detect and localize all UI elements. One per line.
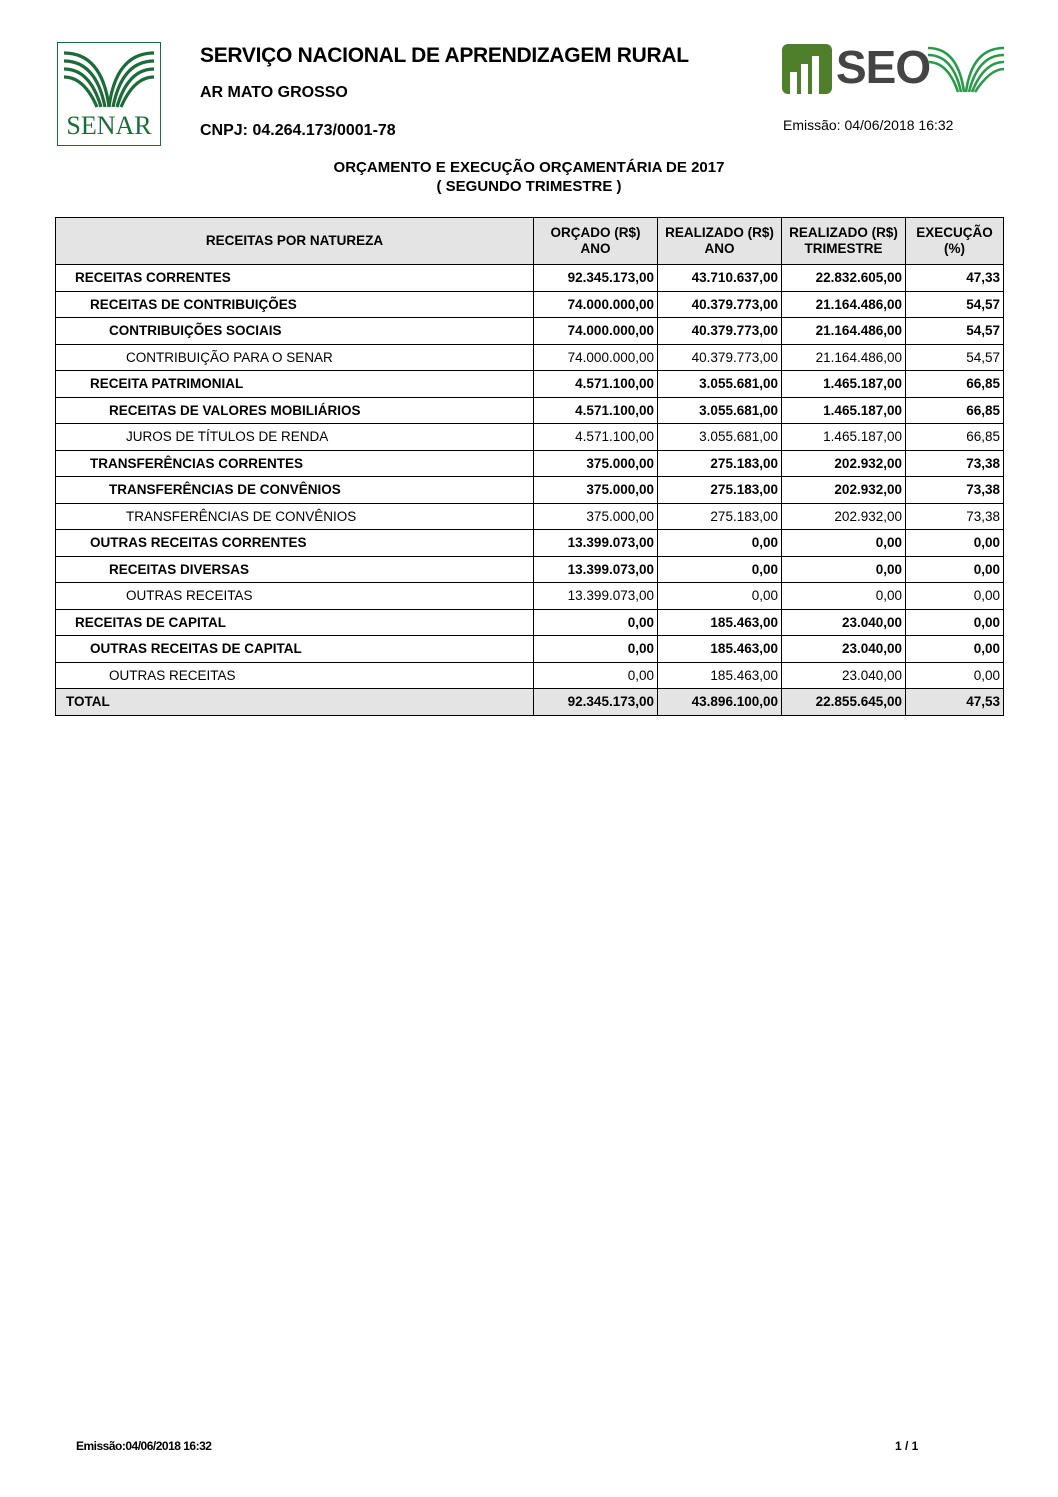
row-label: TRANSFERÊNCIAS DE CONVÊNIOS: [56, 503, 534, 530]
execucao-cell: 66,85: [906, 371, 1004, 398]
orcado-cell: 4.571.100,00: [534, 371, 658, 398]
row-label: JUROS DE TÍTULOS DE RENDA: [56, 424, 534, 451]
orcado-cell: 74.000.000,00: [534, 344, 658, 371]
table-row: [56, 318, 1004, 345]
realizado-trimestre-cell: 0,00: [782, 530, 906, 557]
total-orcado-cell: 92.345.173,00: [534, 689, 658, 716]
row-label: RECEITAS DE CONTRIBUIÇÕES: [56, 291, 534, 318]
realizado-trimestre-cell: 1.465.187,00: [782, 371, 906, 398]
row-label: CONTRIBUIÇÃO PARA O SENAR: [56, 344, 534, 371]
realizado-ano-cell: 275.183,00: [658, 503, 782, 530]
total-label: TOTAL: [56, 689, 534, 716]
budget-table: [55, 217, 1004, 716]
execucao-cell: 0,00: [906, 556, 1004, 583]
orcado-cell: 0,00: [534, 662, 658, 689]
realizado-ano-cell: 40.379.773,00: [658, 318, 782, 345]
seo-chart-icon: [782, 44, 832, 94]
realizado-ano-cell: 0,00: [658, 530, 782, 557]
orcado-cell: 74.000.000,00: [534, 291, 658, 318]
orcado-cell: 74.000.000,00: [534, 318, 658, 345]
col-header-label: ORÇADO (R$): [550, 225, 641, 240]
realizado-ano-cell: 43.710.637,00: [658, 265, 782, 292]
orcado-cell: 0,00: [534, 636, 658, 663]
orcado-cell: 13.399.073,00: [534, 583, 658, 610]
execucao-cell: 73,38: [906, 503, 1004, 530]
col-header-sublabel: ANO: [580, 241, 611, 256]
realizado-ano-cell: 185.463,00: [658, 609, 782, 636]
footer-emission-date: Emissão:04/06/2018 16:32: [76, 1439, 212, 1453]
realizado-trimestre-cell: 23.040,00: [782, 636, 906, 663]
execucao-cell: 47,33: [906, 265, 1004, 292]
realizado-trimestre-cell: 0,00: [782, 556, 906, 583]
total-row: [56, 689, 1004, 716]
col-header-label: REALIZADO (R$): [665, 225, 774, 240]
table-row: [56, 450, 1004, 477]
col-header-realizado-ano: [658, 218, 782, 265]
row-label: OUTRAS RECEITAS: [56, 583, 534, 610]
orcado-cell: 4.571.100,00: [534, 424, 658, 451]
execucao-cell: 73,38: [906, 450, 1004, 477]
col-header-sublabel: (%): [944, 241, 965, 256]
realizado-trimestre-cell: 202.932,00: [782, 477, 906, 504]
execucao-cell: 73,38: [906, 477, 1004, 504]
table-row: [56, 503, 1004, 530]
realizado-ano-cell: 3.055.681,00: [658, 424, 782, 451]
realizado-trimestre-cell: 202.932,00: [782, 450, 906, 477]
report-title-line1: ORÇAMENTO E EXECUÇÃO ORÇAMENTÁRIA DE 2017: [333, 159, 725, 176]
realizado-ano-cell: 185.463,00: [658, 662, 782, 689]
execucao-cell: 0,00: [906, 609, 1004, 636]
seo-logo-text: SEO: [836, 41, 931, 93]
table-header-row: [56, 218, 1004, 265]
org-cnpj: CNPJ: 04.264.173/0001-78: [200, 122, 396, 139]
execucao-cell: 0,00: [906, 530, 1004, 557]
table-row: [56, 556, 1004, 583]
realizado-ano-cell: 3.055.681,00: [658, 397, 782, 424]
orcado-cell: 92.345.173,00: [534, 265, 658, 292]
realizado-trimestre-cell: 1.465.187,00: [782, 397, 906, 424]
row-label: RECEITAS DIVERSAS: [56, 556, 534, 583]
seo-wheat-icon: [928, 44, 1004, 96]
execucao-cell: 54,57: [906, 318, 1004, 345]
realizado-ano-cell: 0,00: [658, 583, 782, 610]
col-header-realizado-trimestre: [782, 218, 906, 265]
table-row: [56, 291, 1004, 318]
col-header-label: EXECUÇÃO: [916, 225, 993, 240]
orcado-cell: 375.000,00: [534, 503, 658, 530]
execucao-cell: 54,57: [906, 344, 1004, 371]
col-header-orcado: [534, 218, 658, 265]
row-label: TRANSFERÊNCIAS CORRENTES: [56, 450, 534, 477]
total-realizado-ano-cell: 43.896.100,00: [658, 689, 782, 716]
execucao-cell: 54,57: [906, 291, 1004, 318]
table-row: [56, 662, 1004, 689]
org-name: SERVIÇO NACIONAL DE APRENDIZAGEM RURAL: [200, 44, 689, 67]
senar-wheat-icon: [62, 47, 156, 113]
report-title-line2: ( SEGUNDO TRIMESTRE ): [436, 178, 622, 195]
realizado-ano-cell: 40.379.773,00: [658, 344, 782, 371]
realizado-trimestre-cell: 23.040,00: [782, 662, 906, 689]
orcado-cell: 4.571.100,00: [534, 397, 658, 424]
col-header-natureza: [56, 218, 534, 265]
total-realizado-trimestre-cell: 22.855.645,00: [782, 689, 906, 716]
realizado-ano-cell: 3.055.681,00: [658, 371, 782, 398]
table-row: [56, 424, 1004, 451]
page-number: 1 / 1: [895, 1439, 919, 1453]
orcado-cell: 0,00: [534, 609, 658, 636]
orcado-cell: 13.399.073,00: [534, 556, 658, 583]
table-row: [56, 397, 1004, 424]
table-row: [56, 530, 1004, 557]
realizado-ano-cell: 40.379.773,00: [658, 291, 782, 318]
col-header-execucao: [906, 218, 1004, 265]
realizado-ano-cell: 275.183,00: [658, 450, 782, 477]
realizado-trimestre-cell: 0,00: [782, 583, 906, 610]
row-label: OUTRAS RECEITAS DE CAPITAL: [56, 636, 534, 663]
row-label: OUTRAS RECEITAS: [56, 662, 534, 689]
execucao-cell: 0,00: [906, 636, 1004, 663]
row-label: OUTRAS RECEITAS CORRENTES: [56, 530, 534, 557]
col-header-sublabel: ANO: [704, 241, 735, 256]
realizado-trimestre-cell: 1.465.187,00: [782, 424, 906, 451]
realizado-ano-cell: 0,00: [658, 556, 782, 583]
orcado-cell: 13.399.073,00: [534, 530, 658, 557]
org-unit: AR MATO GROSSO: [200, 84, 348, 101]
row-label: RECEITAS CORRENTES: [56, 265, 534, 292]
total-execucao-cell: 47,53: [906, 689, 1004, 716]
realizado-trimestre-cell: 202.932,00: [782, 503, 906, 530]
senar-logo-text: SENAR: [66, 111, 152, 140]
row-label: RECEITA PATRIMONIAL: [56, 371, 534, 398]
execucao-cell: 0,00: [906, 662, 1004, 689]
orcado-cell: 375.000,00: [534, 450, 658, 477]
execucao-cell: 0,00: [906, 583, 1004, 610]
seo-logo: [782, 41, 1004, 96]
table-row: [56, 583, 1004, 610]
realizado-ano-cell: 185.463,00: [658, 636, 782, 663]
col-header-sublabel: TRIMESTRE: [804, 241, 883, 256]
realizado-trimestre-cell: 21.164.486,00: [782, 318, 906, 345]
emission-date: Emissão: 04/06/2018 16:32: [783, 117, 954, 133]
table-row: [56, 477, 1004, 504]
report-title: [0, 158, 1058, 196]
realizado-ano-cell: 275.183,00: [658, 477, 782, 504]
execucao-cell: 66,85: [906, 424, 1004, 451]
table-row: [56, 609, 1004, 636]
realizado-trimestre-cell: 21.164.486,00: [782, 344, 906, 371]
table-row: [56, 636, 1004, 663]
table-row: [56, 344, 1004, 371]
senar-logo: [57, 42, 161, 146]
row-label: TRANSFERÊNCIAS DE CONVÊNIOS: [56, 477, 534, 504]
table-row: [56, 371, 1004, 398]
table-row: [56, 265, 1004, 292]
realizado-trimestre-cell: 22.832.605,00: [782, 265, 906, 292]
row-label: CONTRIBUIÇÕES SOCIAIS: [56, 318, 534, 345]
col-header-label: RECEITAS POR NATUREZA: [205, 233, 384, 248]
row-label: RECEITAS DE CAPITAL: [56, 609, 534, 636]
orcado-cell: 375.000,00: [534, 477, 658, 504]
col-header-label: REALIZADO (R$): [789, 225, 898, 240]
row-label: RECEITAS DE VALORES MOBILIÁRIOS: [56, 397, 534, 424]
realizado-trimestre-cell: 21.164.486,00: [782, 291, 906, 318]
realizado-trimestre-cell: 23.040,00: [782, 609, 906, 636]
execucao-cell: 66,85: [906, 397, 1004, 424]
